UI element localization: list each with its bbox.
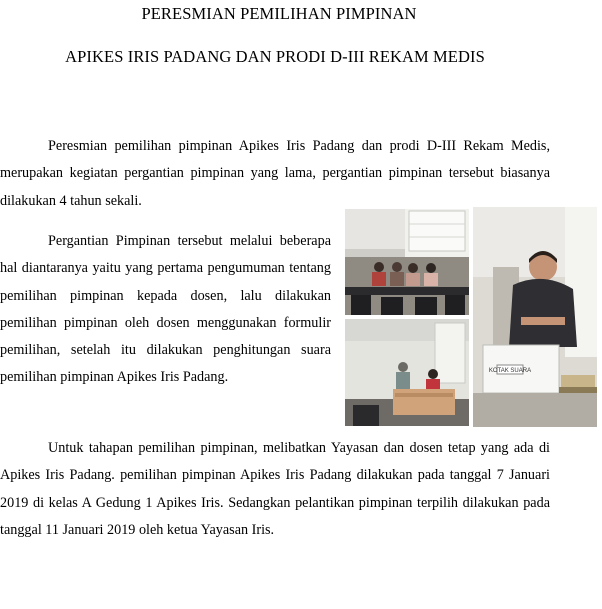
- paragraph-process: Pergantian Pimpinan tersebut melalui beberapa hal diantaranya yaitu yang pertama pengumuman tentang pemilihan pimpinan kepada dosen, lalu dilakukan pemilihan pimpinan oleh dosen menggunakan formulir pemilihan, setelah itu dilakukan penghitungan suara pemilihan pimpinan Apikes Iris Padang.: [0, 233, 331, 386]
- paragraph-stages: Untuk tahapan pemilihan pimpinan, melibatkan Yayasan dan dosen tetap yang ada di Apikes Iris Padang. pemilihan pimpinan Apikes Iris Padang dilakukan pada tanggal 7 Januari 2019 di kelas A Gedung 1 Apikes Iris. Sedangkan pelantikan pimpinan terpilih dilakukan pada tanggal 11 Januari 2019 oleh ketua Yayasan Iris.: [0, 440, 550, 538]
- ballot-box-label: KOTAK SUARA: [488, 368, 532, 374]
- photo-ballot-box: [473, 207, 597, 427]
- photo-classroom-voting: [345, 209, 469, 315]
- document-subtitle: APIKES IRIS PADANG DAN PRODI D-III REKAM MEDIS: [65, 47, 485, 66]
- photo-committee-desk: [345, 319, 469, 426]
- paragraph-intro: Peresmian pemilihan pimpinan Apikes Iris Padang dan prodi D-III Rekam Medis, merupakan kegiatan pergantian pimpinan yang lama, pergantian pimpinan tersebut biasanya dilakukan 4 tahun sekali.: [0, 138, 550, 209]
- document-title: PERESMIAN PEMILIHAN PIMPINAN: [141, 4, 417, 23]
